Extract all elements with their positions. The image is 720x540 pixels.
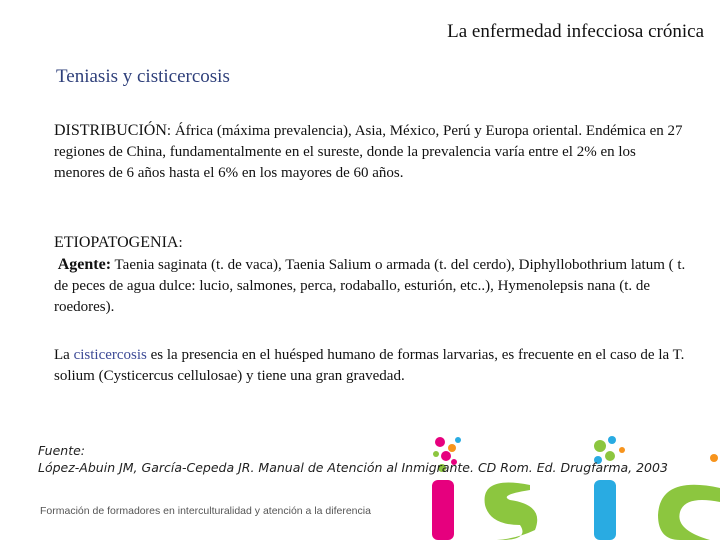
cysticercosis-prefix: La — [54, 347, 70, 363]
logo-letter-s — [480, 483, 537, 540]
header-title: La enfermedad infecciosa crónica — [447, 21, 704, 42]
distribution-text: África (máxima prevalencia), Asia, México, Perú y Europa oriental. Endémica en 27 regiones de China, fundamentalmente en el sureste, donde la prevalencia varía entre el 2% en los menores de 6 años hasta el 6% en los mayores de 60 años. — [54, 123, 683, 181]
cysticercosis-text: es la presencia en el huésped humano de formas larvarias, es frecuente en el caso de la T. solium (Cysticercus cellulosae) y tiene una gran gravedad. — [54, 347, 685, 384]
logo-letter-c — [658, 485, 720, 540]
etiopathogenesis-paragraph — [54, 232, 686, 318]
source-note — [38, 442, 668, 476]
distribution-paragraph — [54, 120, 686, 184]
etiopathogenesis-colon: : — [178, 235, 183, 251]
logo-letter-i1 — [432, 480, 454, 540]
distribution-label: DISTRIBUCIÓN — [54, 122, 167, 139]
cysticercosis-paragraph — [54, 345, 686, 387]
agent-label: Agente: — [57, 256, 112, 273]
distribution-colon: : — [166, 123, 175, 139]
etiopathogenesis-label: ETIOPATOGENIA — [54, 234, 179, 251]
footer-text: Formación de formadores en interculturalidad y atención a la diferencia — [40, 505, 371, 517]
agent-text: Taenia saginata (t. de vaca), Taenia Salium o armada (t. del cerdo), Diphyllobothrium latum ( t. de peces de agua dulce: lucio, salmones, perca, rodaballo, esturión, etc..), Hymenolepsis nana (t. de roedores). — [54, 257, 686, 315]
source-label: Fuente: — [38, 443, 86, 458]
logo-letter-i2 — [594, 480, 616, 540]
cysticercosis-term: cisticercosis — [73, 347, 147, 363]
source-citation: López-Abuin JM, García-Cepeda JR. Manual de Atención al Inmigrante. CD Rom. Ed. Drugfarma, 2003 — [38, 460, 668, 475]
section-title: Teniasis y cisticercosis — [56, 66, 230, 87]
